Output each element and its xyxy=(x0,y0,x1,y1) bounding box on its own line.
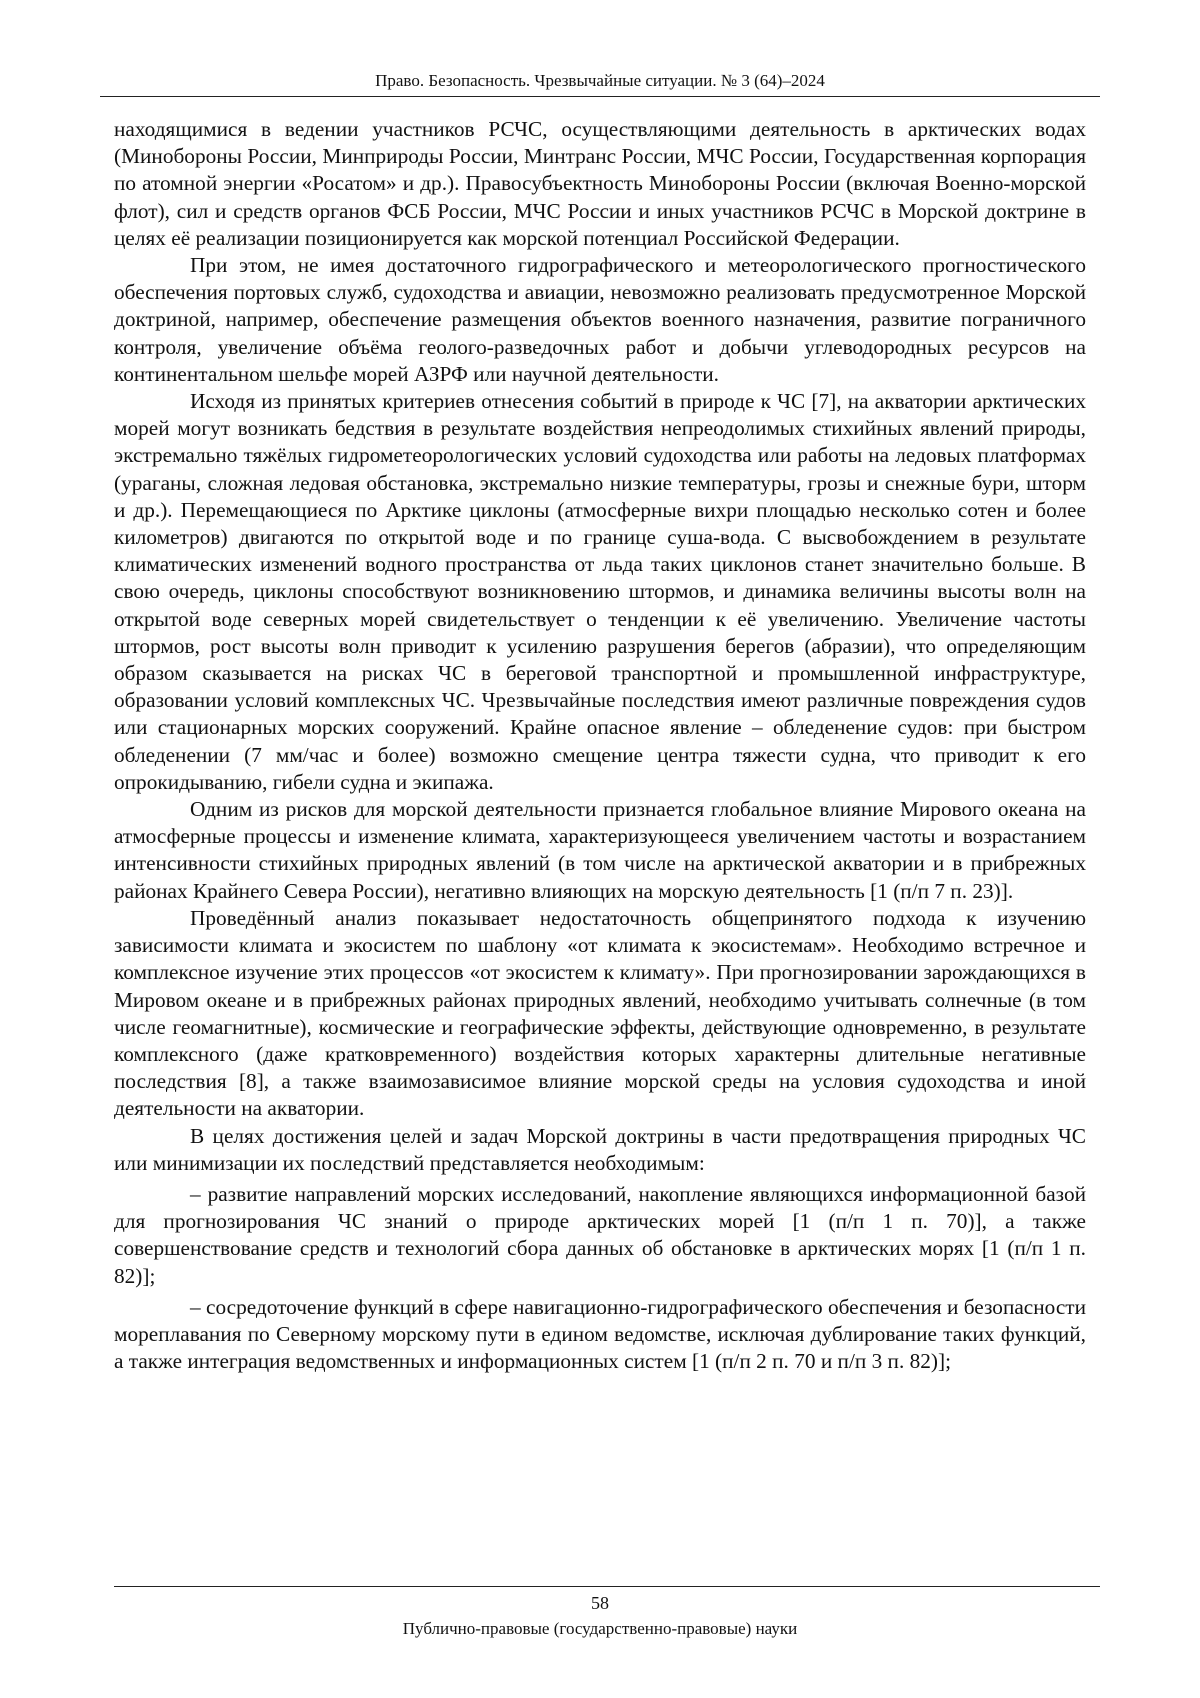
article-body xyxy=(114,116,1086,1375)
running-header xyxy=(100,70,1100,97)
paragraph: В целях достижения целей и задач Морской доктрины в части предотвращения природных ЧС или минимизации их последствий представляется необходимым: xyxy=(114,1123,1086,1175)
paragraph: Одним из рисков для морской деятельности признается глобальное влияние Мирового океана на атмосферные процессы и изменение климата, характеризующееся увеличением частоты и возрастанием интенсивности стихийных природных явлений (в том числе на арктической акватории и в прибрежных районах Крайнего Севера России), негативно влияющих на морскую деятельность [1 (п/п 7 п. 23)]. xyxy=(114,797,1086,903)
paragraph: Проведённый анализ показывает недостаточность общепринятого подхода к изучению зависимости климата и экосистем по шаблону «от климата к экосистемам». Необходимо встречное и комплексное изучение этих процессов «от экосистем к климату». При прогнозировании зарождающихся в Мировом океане и в прибрежных районах природных явлений, необходимо учитывать солнечные (в том числе геомагнитные), космические и географические эффекты, действующие одновременно, в результате комплексного (даже кратковременного) воздействия которых характерны длительные негативные последствия [8], а также взаимозависимое влияние морской среды на условия судоходства и иной деятельности на акватории. xyxy=(114,905,1086,1121)
footer-divider xyxy=(114,1586,1100,1587)
journal-title: Право. Безопасность. Чрезвычайные ситуации. № 3 (64)–2024 xyxy=(375,71,825,90)
paragraph: При этом, не имея достаточного гидрографического и метеорологического прогностического обеспечения портовых служб, судоходства и авиации, невозможно реализовать предусмотренное Морской доктриной, например, обеспечение размещения объектов военного назначения, развитие пограничного контроля, увеличение объёма геолого-разведочных работ и добычи углеводородных ресурсов на континентальном шельфе морей АЗРФ или научной деятельности. xyxy=(114,253,1086,386)
list-item: – развитие направлений морских исследований, накопление являющихся информационной базой для прогнозирования ЧС знаний о природе арктических морей [1 (п/п 1 п. 70)], а также совершенствование средств и технологий сбора данных об обстановке в арктических морях [1 (п/п 1 п. 82)]; xyxy=(114,1181,1086,1288)
page-number: 58 xyxy=(591,1593,609,1613)
paragraph: Исходя из принятых критериев отнесения событий в природе к ЧС [7], на акватории арктических морей могут возникать бедствия в результате воздействия непреодолимых стихийных явлений природы, экстремально тяжёлых гидрометеорологических условий судоходства или работы на ледовых платформах (ураганы, сложная ледовая обстановка, экстремально низкие температуры, грозы и снежные бури, шторм и др.). Перемещающиеся по Арктике циклоны (атмосферные вихри площадью несколько сотен и более километров) двигаются по открытой воде и по границе суша-вода. С высвобождением в результате климатических изменений водного пространства от льда таких циклонов станет значительно больше. В свою очередь, циклоны способствуют возникновению штормов, и динамика величины высоты волн на открытой воде северных морей свидетельствует о тенденции к её увеличению. Увеличение частоты штормов, рост высоты волн приводит к усилению разрушения берегов (абразии), что определяющим образом сказывается на рисках ЧС в береговой транспортной и промышленной инфраструктуре, образовании условий комплексных ЧС. Чрезвычайные последствия имеют различные повреждения судов или стационарных морских сооружений. Крайне опасное явление – обледенение судов: при быстром обледенении (7 мм/час и более) возможно смещение центра тяжести судна, что приводит к его опрокидыванию, гибели судна и экипажа. xyxy=(114,389,1086,794)
list-item: – сосредоточение функций в сфере навигационно-гидрографического обеспечения и безопасности мореплавания по Северному морскому пути в едином ведомстве, исключая дублирование таких функций, а также интеграция ведомственных и информационных систем [1 (п/п 2 п. 70 и п/п 3 п. 82)]; xyxy=(114,1294,1086,1374)
running-footer: Публично-правовые (государственно-правовые) науки xyxy=(402,1619,798,1638)
paragraph-continuation: находящимися в ведении участников РСЧС, осуществляющими деятельность в арктических водах (Минобороны России, Минприроды России, Минтранс России, МЧС России, Государственная корпорация по атомной энергии «Росатом» и др.). Правосубъектность Минобороны России (включая Военно-морской флот), сил и средств органов ФСБ России, МЧС России и иных участников РСЧС в Морской доктрине в целях её реализации позиционируется как морской потенциал Российской Федерации. xyxy=(114,117,1086,250)
